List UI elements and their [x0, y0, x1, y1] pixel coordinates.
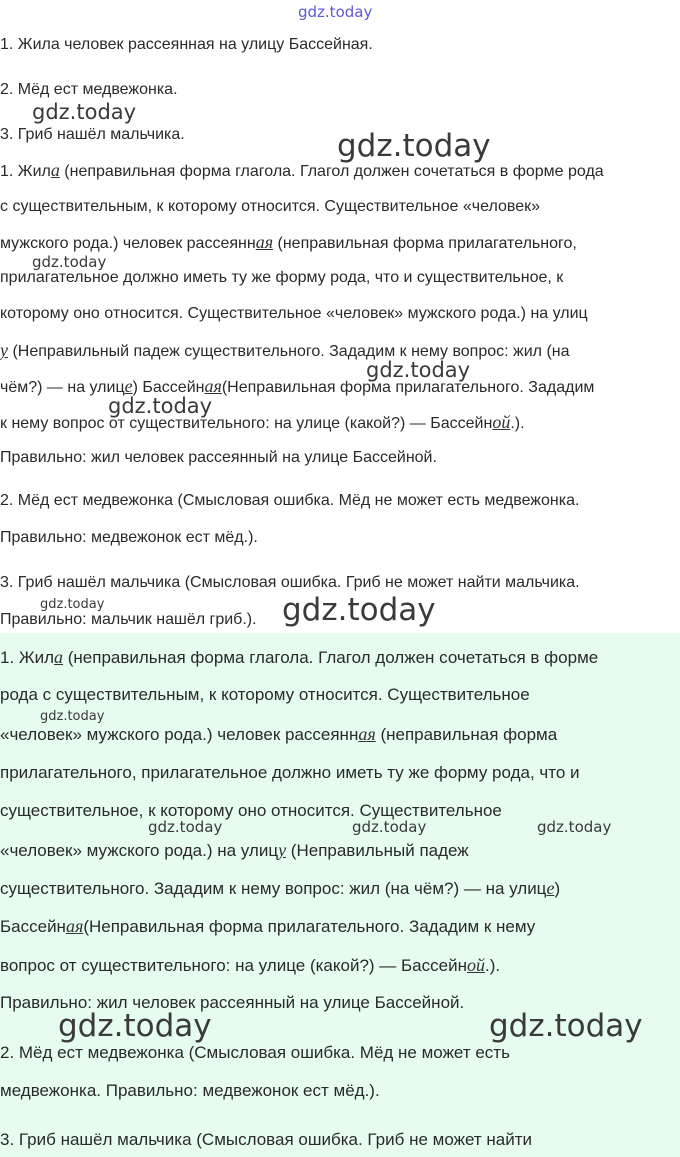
answer3-line-1: 3. Гриб нашёл мальчика (Смысловая ошибка. Гриб не может найти мальчика. — [0, 574, 580, 591]
watermark: gdz.today — [537, 818, 612, 836]
watermark: gdz.today — [337, 128, 491, 164]
answer1-line-3: мужского рода.) человек рассеянная (неправильная форма прилагательного, — [0, 232, 577, 252]
answer1-line-1: 1. Жила (неправильная форма глагола. Глагол должен сочетаться в форме рода — [0, 160, 604, 180]
watermark: gdz.today — [32, 253, 107, 271]
watermark: gdz.today — [108, 394, 213, 418]
green-line-8: Бассейная(Неправильная форма прилагательного. Зададим к нему — [0, 916, 536, 936]
task-line-2: 2. Мёд ест медвежонка. — [0, 81, 178, 98]
answer1-line-7: чём?) — на улице) Бассейная(Неправильная форма прилагательного. Зададим — [0, 376, 595, 396]
answer1-correct: Правильно: жил человек рассеянный на улице Бассейной. — [0, 449, 437, 466]
green-line-13: 3. Гриб нашёл мальчика (Смысловая ошибка. Гриб не может найти — [0, 1130, 533, 1149]
green-line-1: 1. Жила (неправильная форма глагола. Глагол должен сочетаться в форме — [0, 647, 599, 667]
watermark: gdz.today — [32, 100, 137, 124]
answer2-line-2: Правильно: медвежонок ест мёд.). — [0, 529, 258, 546]
answer2-line-1: 2. Мёд ест медвежонка (Смысловая ошибка. Мёд не может есть медвежонка. — [0, 492, 580, 509]
task-line-1: 1. Жила человек рассеянная на улицу Бассейная. — [0, 36, 373, 53]
answer1-line-6: у (Неправильный падеж существительного. Зададим к нему вопрос: жил (на — [0, 340, 570, 360]
top-watermark: gdz.today — [298, 3, 373, 21]
watermark: gdz.today — [148, 818, 223, 836]
green-line-4: прилагательного, прилагательное должно иметь ту же форму рода, что и — [0, 763, 580, 782]
watermark: gdz.today — [282, 592, 436, 628]
task-line-3: 3. Гриб нашёл мальчика. — [0, 126, 185, 143]
green-line-6: «человек» мужского рода.) на улицу (Неправильный падеж — [0, 840, 469, 860]
watermark: gdz.today — [352, 818, 427, 836]
green-line-3: «человек» мужского рода.) человек рассеянная (неправильная форма — [0, 724, 558, 744]
green-line-9: вопрос от существительного: на улице (какой?) — Бассейной.). — [0, 955, 501, 975]
green-line-2: рода с существительным, к которому относится. Существительное — [0, 685, 530, 704]
green-line-10: Правильно: жил человек рассеянный на улице Бассейной. — [0, 993, 465, 1012]
answer1-line-4: прилагательное должно иметь ту же форму рода, что и существительное, к — [0, 269, 564, 286]
green-line-5: существительное, к которому оно относится. Существительное — [0, 801, 502, 820]
answer1-line-5: которому оно относится. Существительное «человек» мужского рода.) на улиц — [0, 305, 588, 322]
green-line-11: 2. Мёд ест медвежонка (Смысловая ошибка. Мёд не может есть — [0, 1043, 510, 1062]
answer3-line-2: Правильно: мальчик нашёл гриб.). — [0, 611, 257, 628]
watermark: gdz.today — [40, 597, 105, 612]
green-line-12: медвежонка. Правильно: медвежонок ест мёд.). — [0, 1081, 380, 1100]
watermark: gdz.today — [58, 1008, 212, 1044]
watermark: gdz.today — [366, 358, 471, 382]
watermark: gdz.today — [40, 709, 105, 724]
answer1-line-2: с существительным, к которому относится. Существительное «человек» — [0, 198, 540, 215]
watermark: gdz.today — [489, 1008, 643, 1044]
answer1-line-8: к нему вопрос от существительного: на улице (какой?) — Бассейной.). — [0, 412, 525, 432]
green-line-7: существительного. Зададим к нему вопрос: жил (на чём?) — на улице) — [0, 878, 561, 898]
